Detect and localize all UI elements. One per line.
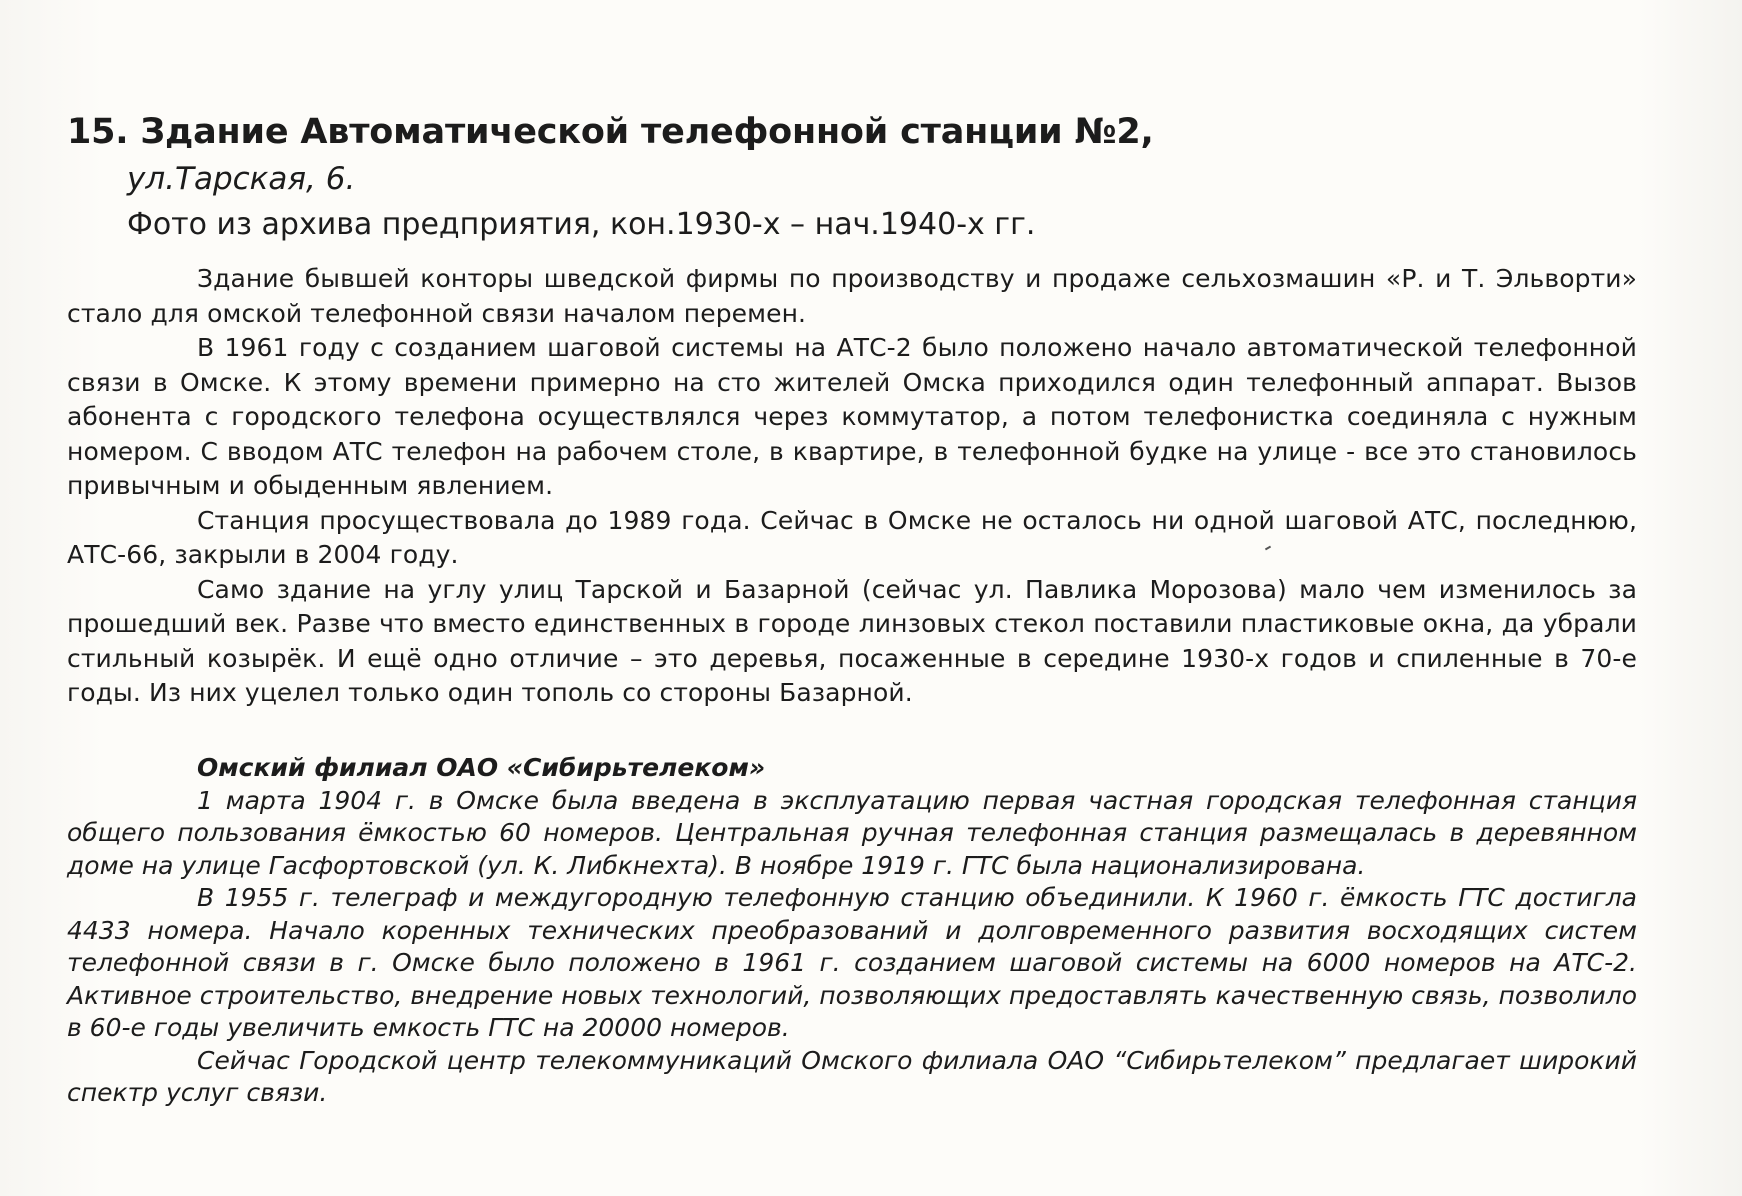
document-content	[67, 108, 1637, 1110]
paragraph: В 1961 году с созданием шаговой системы на АТС-2 было положено начало автоматической телефонной связи в Омске. К этому времени примерно на сто жителей Омска приходился один телефонный аппарат. Вызов абонента с городского телефона осуществлялся через коммутатор, а потом телефонистка соединяла с нужным номером. С вводом АТС телефон на рабочем столе, в квартире, в телефонной будке на улице - все это становилось привычным и обыденным явлением.	[67, 333, 1637, 500]
page-title: 15. Здание Автоматической телефонной станции №2,	[67, 112, 1154, 152]
company-section-title: Омский филиал ОАО «Сибирьтелеком»	[197, 752, 766, 782]
company-section	[67, 751, 1637, 1110]
company-paragraph: Сейчас Городской центр телекоммуникаций Омского филиала ОАО “Сибирьтелеком” предлагает широкий спектр услуг связи.	[67, 1045, 1637, 1107]
building-address: ул.Тарская, 6.	[127, 161, 356, 197]
photo-caption: Фото из архива предприятия, кон.1930-х – нач.1940-х гг.	[127, 207, 1036, 242]
paragraph: Здание бывшей конторы шведской фирмы по производству и продаже сельхозмашин «Р. и Т. Эльворти» стало для омской телефонной связи началом перемен.	[67, 264, 1637, 328]
company-paragraph: В 1955 г. телеграф и междугородную телефонную станцию объединили. К 1960 г. ёмкость ГТС достигла 4433 номера. Начало коренных технических преобразований и долговременного развития восходящих систем телефонной связи в г. Омске было положено в 1961 г. созданием шаговой системы на 6000 номеров на АТС-2. Активное строительство, внедрение новых технологий, позволяющих предоставлять качественную связь, позволило в 60-е годы увеличить емкость ГТС на 20000 номеров.	[67, 883, 1638, 1042]
paragraph: Само здание на углу улиц Тарской и Базарной (сейчас ул. Павлика Морозова) мало чем изменилось за прошедший век. Разве что вместо единственных в городе линзовых стекол поставили пластиковые окна, да убрали стильный козырёк. И ещё одно отличие – это деревья, посаженные в середине 1930-х годов и спиленные в 70-е годы. Из них уцелел только один тополь со стороны Базарной.	[67, 574, 1637, 707]
paragraph: Станция просуществовала до 1989 года. Сейчас в Омске не осталось ни одной шаговой АТС, последнюю, АТС-66, закрыли в 2004 году.	[67, 505, 1637, 569]
company-paragraph: 1 марта 1904 г. в Омске была введена в эксплуатацию первая частная городская телефонная станция общего пользования ёмкостью 60 номеров. Центральная ручная телефонная станция размещалась в деревянном доме на улице Гасфортовской (ул. К. Либкнехта). В ноябре 1919 г. ГТС была национализирована.	[67, 785, 1637, 880]
building-description	[67, 262, 1637, 711]
